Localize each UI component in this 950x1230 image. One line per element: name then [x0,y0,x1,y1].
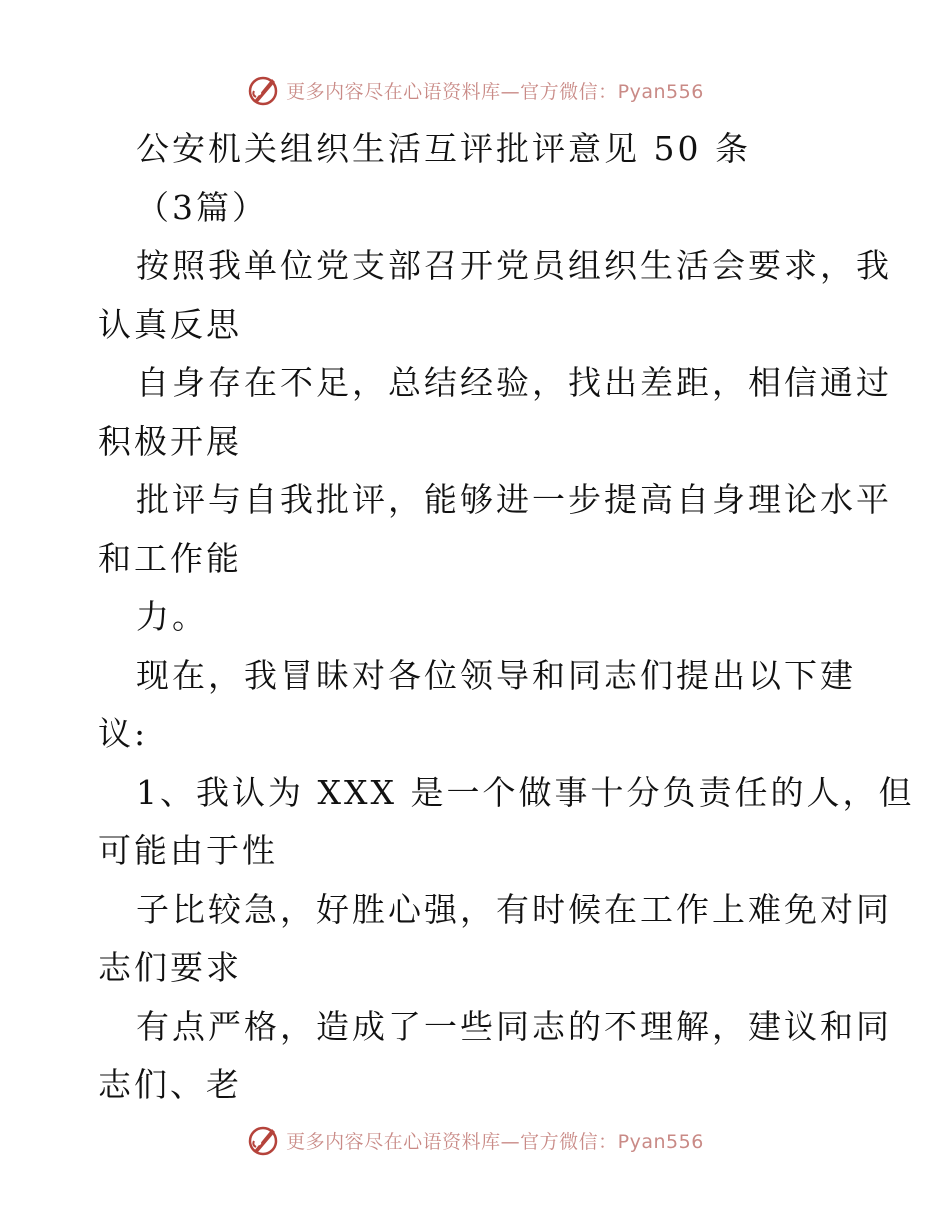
document-line: 子比较急，好胜心强，有时候在工作上难免对同 [136,889,892,929]
document-body [98,120,915,1115]
document-line: 力。 [136,597,208,636]
header-banner-text: 更多内容尽在心语资料库—官方微信：Pyan556 [286,80,704,103]
document-line: 认真反思 [98,304,242,344]
document-line: 志们、老 [98,1065,242,1104]
footer-banner [0,1120,950,1160]
document-line: 自身存在不足，总结经验，找出差距，相信通过 [136,363,892,402]
document-line: 和工作能 [98,538,242,578]
header-banner-inner [246,73,704,107]
footer-banner-text: 更多内容尽在心语资料库—官方微信：Pyan556 [286,1130,704,1153]
document-line: 积极开展 [98,421,242,461]
document-line: 公安机关组织生活互评批评意见 50 条 [136,129,751,168]
document-line: 1、我认为 XXX 是一个做事十分负责任的人，但 [136,772,915,812]
document-line: （3篇） [136,187,268,227]
header-banner [0,70,950,110]
footer-banner-inner [246,1123,704,1157]
document-line: 可能由于性 [98,831,278,870]
quill-pen-logo-icon [246,1123,280,1157]
document-line: 志们要求 [98,948,242,987]
document-line: 批评与自我批评，能够进一步提高自身理论水平 [136,480,892,519]
document-line: 按照我单位党支部召开党员组织生活会要求，我 [136,246,892,285]
document-line: 现在，我冒昧对各位领导和同志们提出以下建 [136,655,856,695]
quill-pen-logo-icon [246,73,280,107]
document-line: 有点严格，造成了一些同志的不理解，建议和同 [136,1006,892,1046]
document-line: 议: [98,714,149,753]
